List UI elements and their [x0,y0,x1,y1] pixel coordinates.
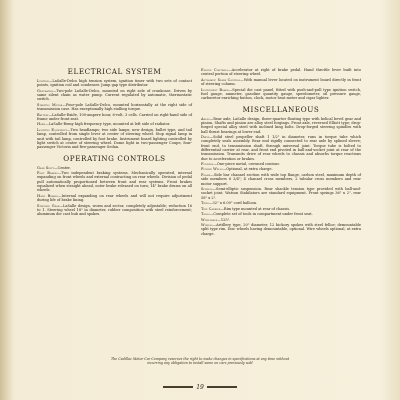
spec-entry-text: —With manual lever located on instrument board directly in front of steering column. [201,77,362,87]
electrical-list [37,79,192,149]
spec-entry-lead: Frame [201,172,211,177]
spec-entry-lead: Instrument Board [201,87,229,92]
spec-entry [37,166,192,170]
left-column [37,68,192,218]
spec-entry-lead: Generator [37,88,53,93]
miscellaneous-heading: MISCELLANEOUS [242,104,320,114]
spec-entry-text: —Special die cast panel, fitted with push-and-pull type ignition switch, fuel gauge, ammeter, gasoline quantity gauge, speedometer, oil pressure gauge, carburetor enriching button, clock, motor heat meter and cigar lighter. [201,87,361,101]
spec-entry-text: —Two-pole LaSalle-Delco, mounted on right side of crankcase. Driven by same silent chain as water pump. Current regulated by automatic, thermostatic switch. [37,88,192,102]
spec-entry-text: —Solid steel propeller shaft 1 1/2" in diameter, runs in torque tube which completely seals assembly. Rear end rigidly connected to rear axle by splined sleeve; front end, to transmission shaft, through universal joint. Torque tube is bolted to differential carrier at rear, and front end pivoted in ball-and-socket joint at rear of the transmission. Transmits drive of rear wheels to chassis and absorbs torque reactions due to acceleration or brakes. [201,135,361,161]
spec-entry [37,122,192,126]
spec-entry-text: —125". [217,217,231,222]
spec-entry [201,207,361,211]
spec-entry-text: —Two independent braking systems. Mechanically operated, internal expanding on front wheels and external contracting on rear wheels. Division of pedal pull automatically proportioned between front and rear systems. Front brakes equalized when straight ahead, outer brake released on turn; 14" brake drums on all wheels. [37,171,192,193]
spec-entry-lead: Springs [201,187,213,192]
spec-entry-text: —Internal expanding on rear wheels and will not require adjustment during life of brake lining. [37,193,192,203]
spec-entry-text: —Optional, at extra charge. [222,167,273,172]
spec-entry [201,88,361,101]
spec-entry [201,173,361,186]
spec-entry-text: —Accelerator at right of brake pedal. Hand throttle lever built into central portion of steering wheel. [201,68,361,77]
page-rule-left [163,386,193,388]
spec-entry [37,89,192,102]
spec-entry [37,103,192,112]
spec-entry-text: —Semi-elliptic suspension. Rear shackle tension type provided with ball-and-socket joint. Watson Stabilators are standard equipment. Front springs 36" x 2", rear 58" x 2". [201,187,361,200]
spec-entry-text: —Rear axle, LaSalle design, three-quarter floating type with helical bevel gear and pinion. Shafts and pinion are alloy steel forgings. Front axle, reversed Elliott type; drop-forged special alloy steel with inclined king bolts. Drop-forged steering spindles with ball thrust bearings at lower end. [201,116,361,134]
spec-entry-text: —LaSalle design, worm and sector, completely adjustable; reduction 16 to 1. Steering wheel 18" in diameter, rubber composition with steel reinforcement; aluminum die cast hub and spokes. [37,203,192,217]
right-column [201,68,361,237]
page-number: 19 [196,383,204,391]
spec-entry [201,223,361,236]
spec-entry [37,79,192,88]
spec-entry-lead: Starting Motor [37,102,63,107]
spec-entry [201,187,361,200]
spec-entry-text: —Side bar channel section with wide top flange, carbon steel, maximum depth of side members 6 3/4"; 4 channel cross members, 2 tubular cross members and rear motor support. [201,172,361,186]
spec-entry [37,128,192,149]
controls-list [201,68,361,100]
spec-entry-lead: Wheelbase [201,217,218,222]
spec-entry-lead: Engine Controls [201,68,229,72]
spec-entry-text: —Four-pole LaSalle-Delco, mounted horizontally at the right side of transmission case. Has exceptionally high stalling torque. [37,102,192,112]
spec-entry-lead: Fenders [201,161,214,166]
spec-entry-lead: Battery [37,112,49,117]
spec-entry [201,167,361,171]
spec-entry-text: —Artillery type, 20" diameter, 12 hickory spokes with steel felloe; demountable split type rim. Disc wheels having demountable, optional. Wire wheels optional, at extra charge. [201,223,361,236]
spec-entry-text: —LaSalle-Delco high tension system, ignition timer with two sets of contact points, ignition coil and condenser. Jump gap type distributor. [37,79,192,88]
spec-entry-text: —Two headlamps; two side lamps; new design, bullet type, and tail lamp, controlled from single lever at center of steering wheel. Stop signal lamp in unit with tail lamp, controlled by foot brake. Instrument board lighting controlled by light switch at center of steering wheel. Dome light in two-passenger Coupe, four-passenger Victoria and five-passenger Sedan. [37,127,192,150]
spec-entry [201,201,361,205]
specification-notice: The Cadillac Motor Car Company reserves the right to make changes in specifications at any time without incurring any obligation to install same on cars previously sold [110,357,290,365]
operating-list [37,166,192,217]
spec-entry [201,78,361,87]
spec-entry-lead: Tires [201,201,209,206]
spec-entry [201,135,361,161]
spec-entry-lead: Horn [37,122,46,127]
spec-entry [37,113,192,122]
spec-entry-text: —LaSalle-Exide, 100-ampere hour, 6-volt, 3 cells. Carried on right-hand side of frame under front seat. [37,112,192,121]
spec-entry-lead: Drive [201,135,210,140]
spec-entry-text: —Rim type mounted at rear of chassis. [220,206,291,211]
spec-entry-lead: Gear Shift [37,165,55,170]
operating-controls-heading: OPERATING CONTROLS [63,153,166,163]
spec-entry-text: —One-piece metal, crowned contour. [213,161,280,166]
page-rule-right [207,386,237,388]
spec-entry [201,162,361,166]
misc-list [201,117,361,236]
spec-entry-lead: Tire Carrier [201,206,221,211]
spec-entry [37,194,192,203]
spec-entry [201,218,361,222]
spec-entry-lead: Ignition [37,79,49,83]
electrical-system-heading: ELECTRICAL SYSTEM [67,67,162,76]
spec-entry-lead: Axles [201,116,210,121]
spec-entry-lead: Steering Gear [37,203,60,208]
spec-entry-lead: Tools [201,212,210,217]
spec-entry-lead: Foot Brakes [37,171,58,176]
spec-entry [201,68,361,77]
spec-entry-lead: Wheels [201,223,213,228]
spec-entry-text: —32" x 6.00" cord balloon. [209,201,258,206]
spec-entry [201,117,361,134]
spec-entry-lead: Automatic Spark Control [201,77,241,82]
page-number-bar [160,381,240,393]
spec-entry [37,204,192,217]
spec-entry [37,171,192,192]
spec-entry-text: —Center. [54,165,71,170]
spec-entry-lead: Fender Wells [201,167,223,172]
spec-entry [201,212,361,216]
spec-entry-text: —LaSalle-Remy high frequency type, mounted at left side of radiator. [45,122,171,127]
spec-entry-text: —Complete set of tools in compartment under front seat. [209,212,313,217]
spec-entry-lead: Lighting Equipment [37,127,67,132]
spec-entry-lead: Hand Brakes [37,193,59,198]
